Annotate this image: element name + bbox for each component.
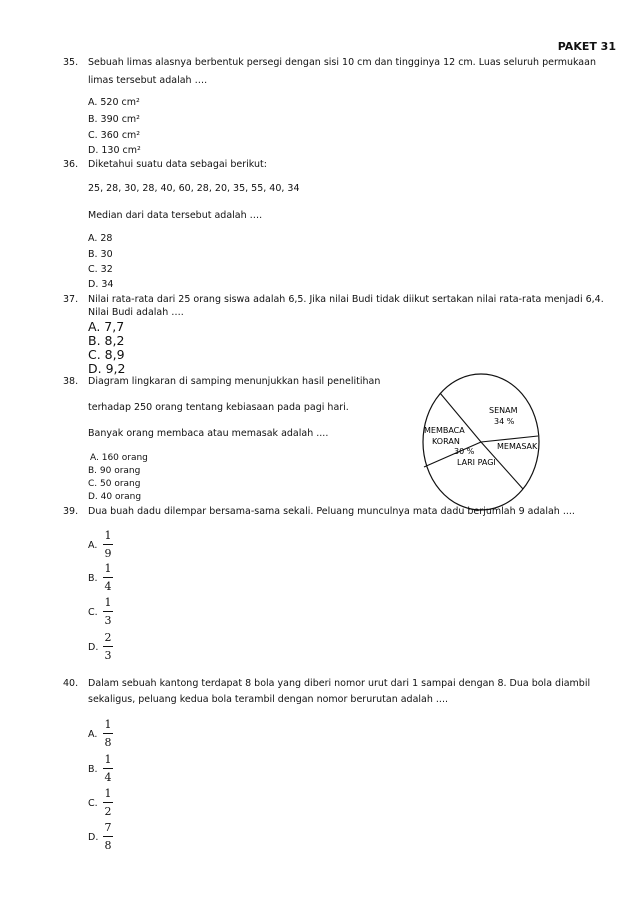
- pie-chart: [410, 368, 550, 518]
- q35-number: 35.: [63, 57, 79, 68]
- q38-option-d: D. 40 orang: [88, 492, 142, 502]
- denominator: 4: [104, 771, 112, 784]
- q36-question: Median dari data tersebut adalah ….: [88, 210, 263, 221]
- slice-label-membaca: MEMBACA: [424, 426, 465, 435]
- q40-option-a-fraction: [103, 719, 113, 749]
- q36-option-b: B. 30: [88, 249, 113, 260]
- q37-line2: Nilai Budi adalah ….: [88, 307, 184, 318]
- fraction-bar: [103, 577, 113, 578]
- numerator: 1: [104, 718, 112, 731]
- fraction-bar: [103, 836, 113, 837]
- q36-option-c: C. 32: [88, 264, 113, 275]
- q40-option-c-letter: C.: [88, 798, 98, 809]
- slice-label-senam: SENAM: [489, 406, 518, 415]
- denominator: 8: [104, 736, 112, 749]
- denominator: 2: [104, 805, 112, 818]
- q38-number: 38.: [63, 376, 79, 387]
- q37-option-a: A. 7,7: [88, 319, 125, 334]
- q39-option-a-letter: A.: [88, 540, 98, 551]
- q37-line1: Nilai rata-rata dari 25 orang siswa adalah 6,5. Jika nilai Budi tidak diikut sertakan nilai rata-rata menjadi 6,4.: [88, 294, 604, 305]
- numerator: 1: [104, 596, 112, 609]
- fraction-bar: [103, 733, 113, 734]
- fraction-bar: [103, 646, 113, 647]
- fraction-bar: [103, 544, 113, 545]
- fraction-bar: [103, 611, 113, 612]
- q37-option-d: D. 9,2: [88, 361, 126, 376]
- q39-number: 39.: [63, 506, 79, 517]
- denominator: 9: [104, 547, 112, 560]
- slice-value-lari-pagi: 30 %: [454, 447, 475, 456]
- q36-number: 36.: [63, 159, 79, 170]
- q35-option-c: C. 360 cm²: [88, 130, 141, 141]
- paket-label: PAKET 31: [557, 40, 616, 53]
- denominator: 4: [104, 580, 112, 593]
- q37-option-b: B. 8,2: [88, 333, 125, 348]
- q40-option-a-letter: A.: [88, 729, 98, 740]
- numerator: 1: [104, 753, 112, 766]
- q40-option-b-fraction: [103, 754, 113, 784]
- q37-number: 37.: [63, 294, 79, 305]
- q39-option-c-fraction: [103, 597, 113, 627]
- fraction-bar: [103, 768, 113, 769]
- q39-option-d-fraction: [103, 632, 113, 662]
- q40-option-d-letter: D.: [88, 832, 99, 843]
- denominator: 3: [104, 614, 112, 627]
- slice-label-lari-pagi: LARI PAGI: [457, 458, 496, 467]
- slice-label-memasak: MEMASAK: [497, 442, 538, 451]
- q38-line3: Banyak orang membaca atau memasak adalah ....: [88, 428, 329, 439]
- q35-option-a: A. 520 cm²: [88, 97, 140, 108]
- q36-option-a: A. 28: [88, 233, 113, 244]
- q39-option-b-letter: B.: [88, 573, 98, 584]
- q36-line1: Diketahui suatu data sebagai berikut:: [88, 159, 267, 170]
- q38-option-a: A. 160 orang: [90, 453, 148, 463]
- q39-option-d-letter: D.: [88, 642, 99, 653]
- slice-label-koran: KORAN: [432, 437, 460, 446]
- q36-data: 25, 28, 30, 28, 40, 60, 28, 20, 35, 55, 40, 34: [88, 183, 300, 194]
- q40-line1: Dalam sebuah kantong terdapat 8 bola yang diberi nomor urut dari 1 sampai dengan 8. Dua bola diambil: [88, 678, 591, 689]
- q35-line1: Sebuah limas alasnya berbentuk persegi dengan sisi 10 cm dan tingginya 12 cm. Luas seluruh permukaan: [88, 57, 596, 68]
- q39-option-b-fraction: [103, 563, 113, 593]
- q36-option-d: D. 34: [88, 279, 114, 290]
- q39-line1: Dua buah dadu dilempar bersama-sama sekali. Peluang munculnya mata dadu berjumlah 9 adalah ....: [88, 506, 575, 517]
- q40-option-c-fraction: [103, 788, 113, 818]
- numerator: 1: [104, 787, 112, 800]
- fraction-bar: [103, 802, 113, 803]
- q39-option-c-letter: C.: [88, 607, 98, 618]
- q38-option-b: B. 90 orang: [88, 466, 141, 476]
- q38-option-c: C. 50 orang: [88, 479, 141, 489]
- q39-option-a-fraction: [103, 530, 113, 560]
- numerator: 1: [104, 529, 112, 542]
- q40-option-d-fraction: [103, 822, 113, 852]
- q40-line2: sekaligus, peluang kedua bola terambil dengan nomor berurutan adalah ....: [88, 694, 448, 705]
- denominator: 3: [104, 649, 112, 662]
- q38-line2: terhadap 250 orang tentang kebiasaan pada pagi hari.: [88, 402, 349, 413]
- q35-option-b: B. 390 cm²: [88, 114, 140, 125]
- q38-line1: Diagram lingkaran di samping menunjukkan hasil penelitihan: [88, 376, 381, 387]
- slice-value-senam: 34 %: [494, 417, 515, 426]
- denominator: 8: [104, 839, 112, 852]
- q37-option-c: C. 8,9: [88, 347, 125, 362]
- q35-option-d: D. 130 cm²: [88, 145, 141, 156]
- q35-line2: limas tersebut adalah ….: [88, 75, 208, 86]
- numerator: 1: [104, 562, 112, 575]
- q40-option-b-letter: B.: [88, 764, 98, 775]
- numerator: 2: [104, 631, 112, 644]
- numerator: 7: [104, 821, 112, 834]
- q40-number: 40.: [63, 678, 79, 689]
